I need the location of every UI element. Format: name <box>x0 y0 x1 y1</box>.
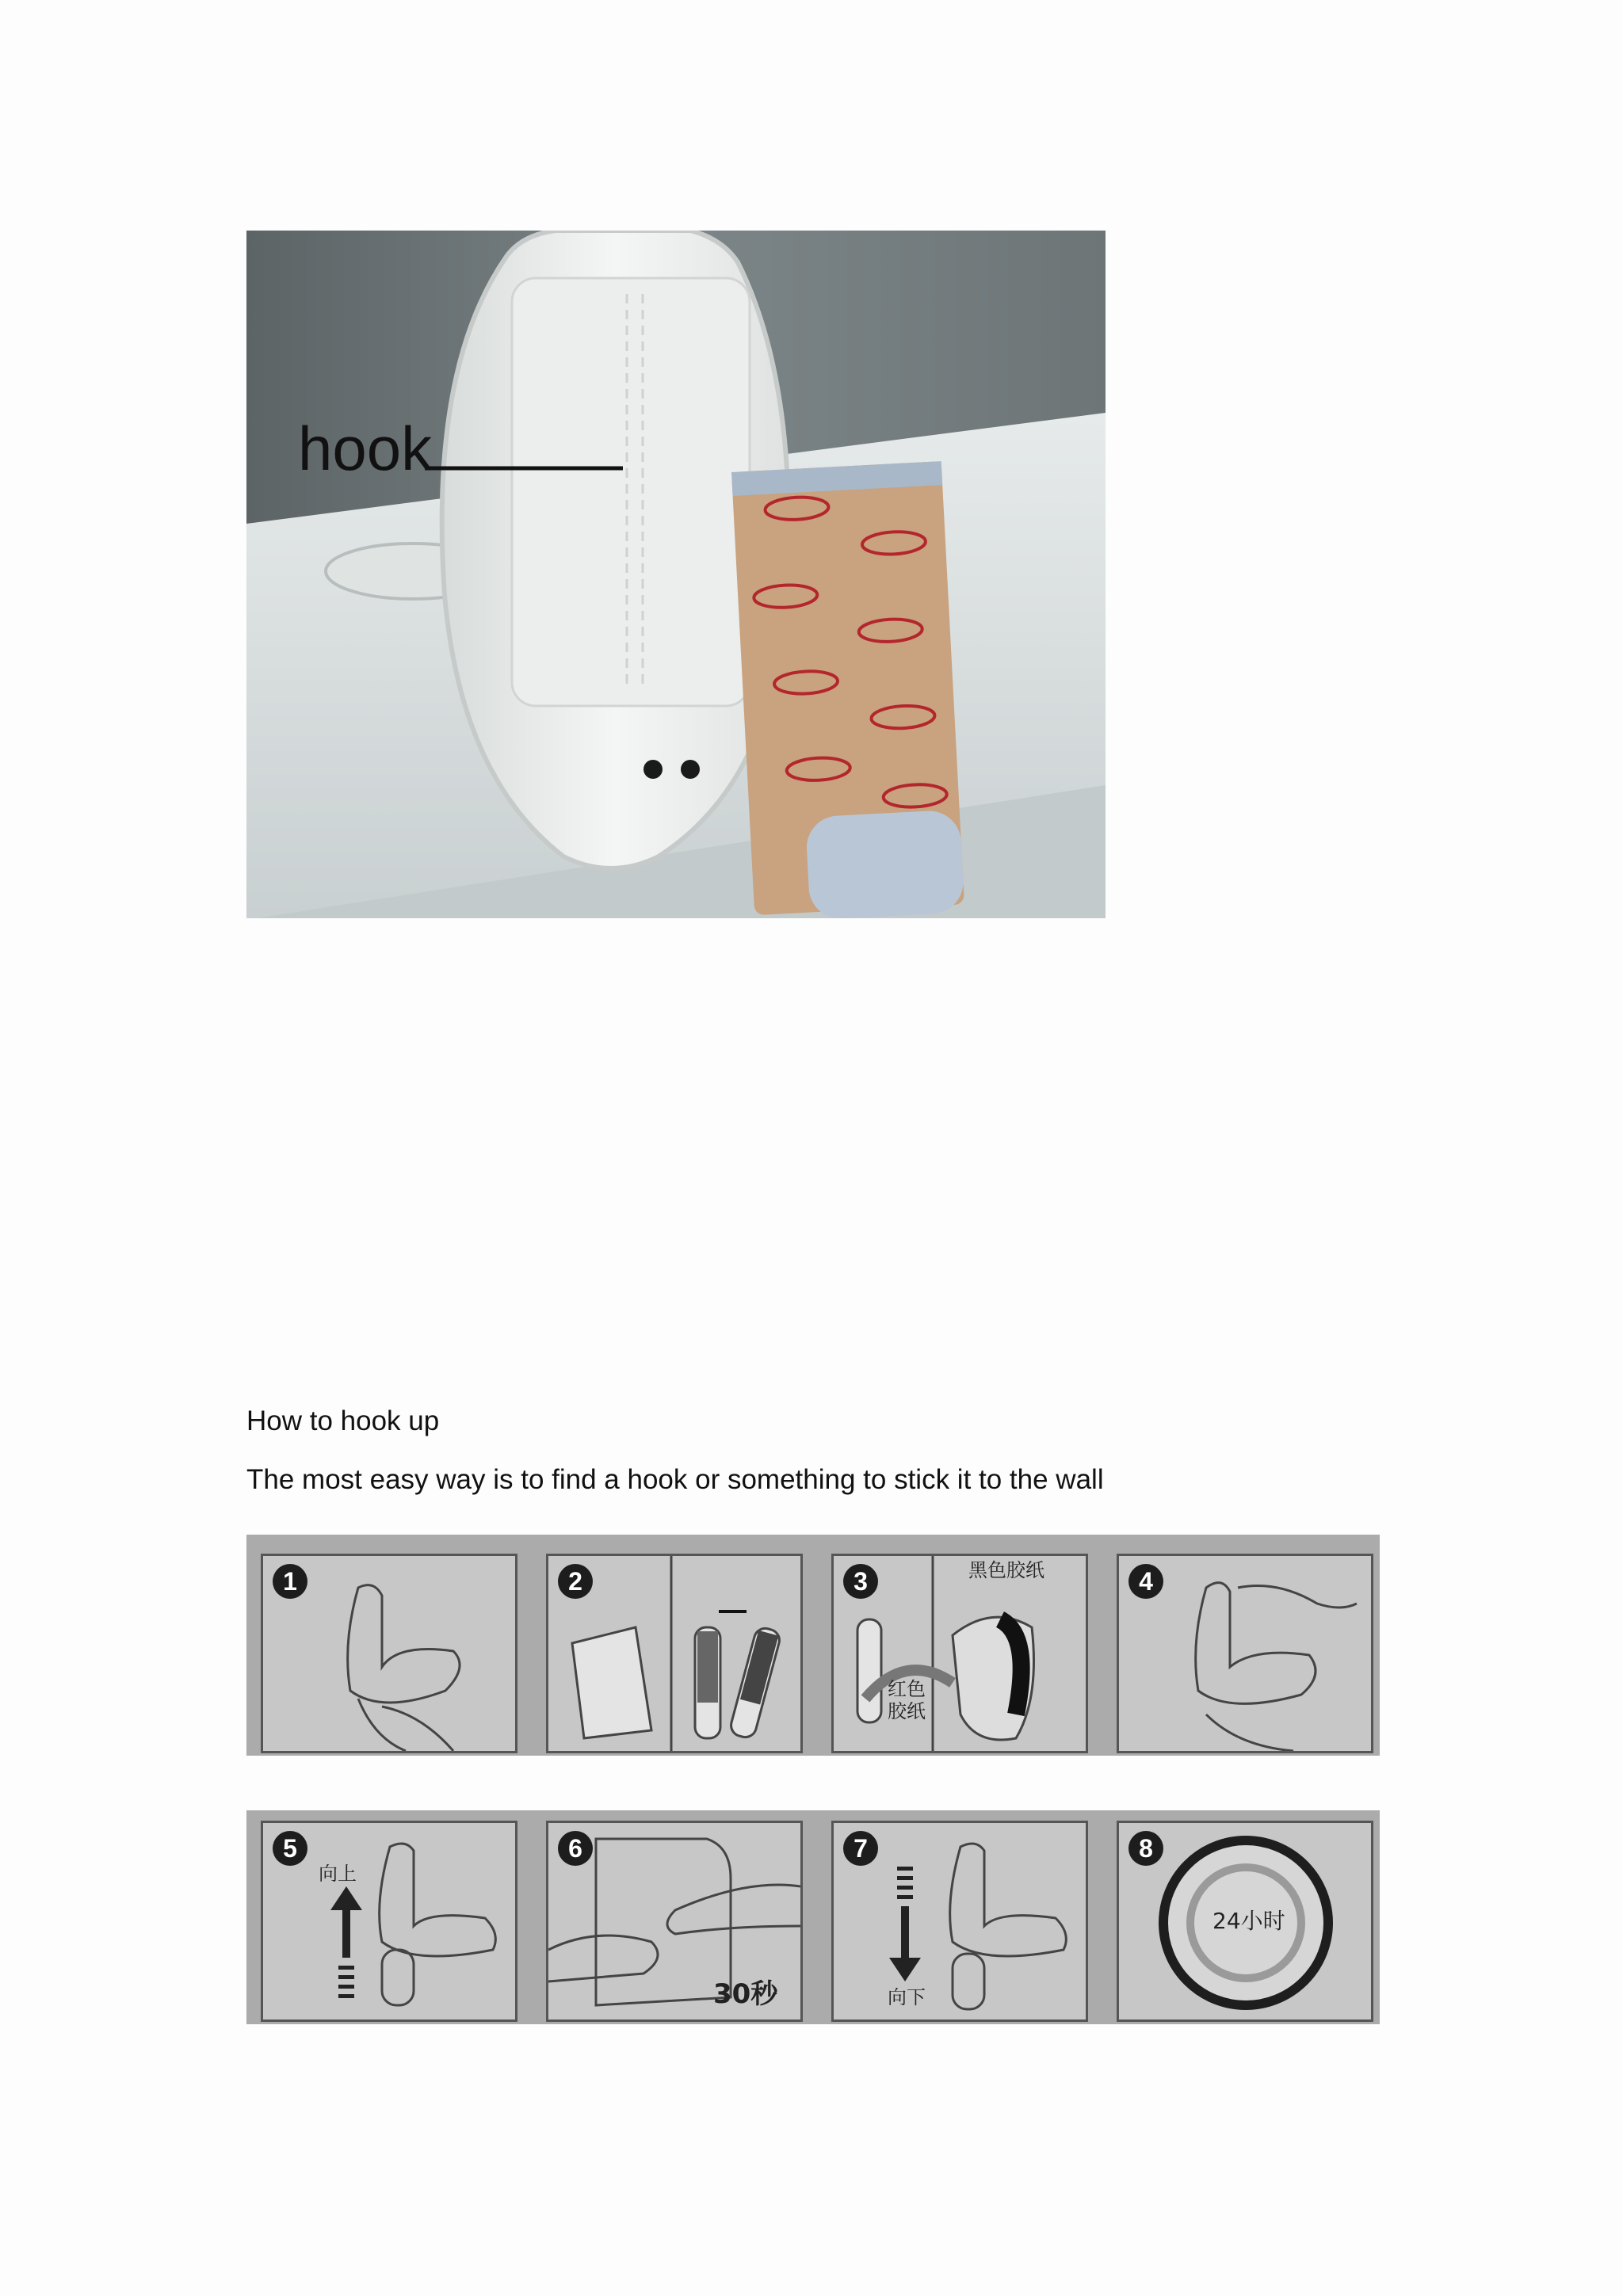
apply-strip-icon <box>834 1556 1086 1751</box>
step-number: 5 <box>273 1831 307 1866</box>
step-panel-6 <box>546 1821 803 2022</box>
step-panel-8 <box>1117 1821 1373 2022</box>
step-panel-1 <box>261 1554 517 1753</box>
thirty-seconds-label: 30秒 <box>713 1978 778 2010</box>
instruction-strip-2 <box>246 1810 1380 2024</box>
slide-down-icon <box>834 1823 1086 2019</box>
step-number: 2 <box>558 1564 593 1599</box>
hook-label: hook <box>298 414 433 483</box>
step-number: 4 <box>1128 1564 1163 1599</box>
step-panel-7 <box>831 1821 1088 2022</box>
step-panel-2 <box>546 1554 803 1753</box>
wipe-wall-strips-icon <box>548 1556 800 1751</box>
step-panel-4 <box>1117 1554 1373 1753</box>
step-panel-5 <box>261 1821 517 2022</box>
step-panel-3 <box>831 1554 1088 1753</box>
step-number: 1 <box>273 1564 307 1599</box>
down-label: 向下 <box>888 1986 926 2008</box>
instruction-strip-1 <box>246 1535 1380 1756</box>
step-number: 8 <box>1128 1831 1163 1866</box>
hand-holding-soap-dish-icon <box>263 1556 515 1751</box>
product-photo <box>246 231 1106 918</box>
section-heading: How to hook up <box>246 1405 440 1436</box>
slide-up-icon <box>263 1823 515 2019</box>
step-number: 3 <box>843 1564 878 1599</box>
step-number: 6 <box>558 1831 593 1866</box>
press-soap-dish-icon <box>1119 1556 1371 1751</box>
instruction-paragraph: The most easy way is to find a hook or something to stick it to the wall <box>246 1464 1104 1495</box>
twenty-four-hours-label: 24小时 <box>1212 1908 1285 1934</box>
step-number: 7 <box>843 1831 878 1866</box>
black-tape-label: 黑色胶纸 <box>968 1559 1044 1581</box>
up-label: 向上 <box>319 1863 357 1885</box>
red-tape-label: 红色胶纸 <box>888 1678 926 1722</box>
